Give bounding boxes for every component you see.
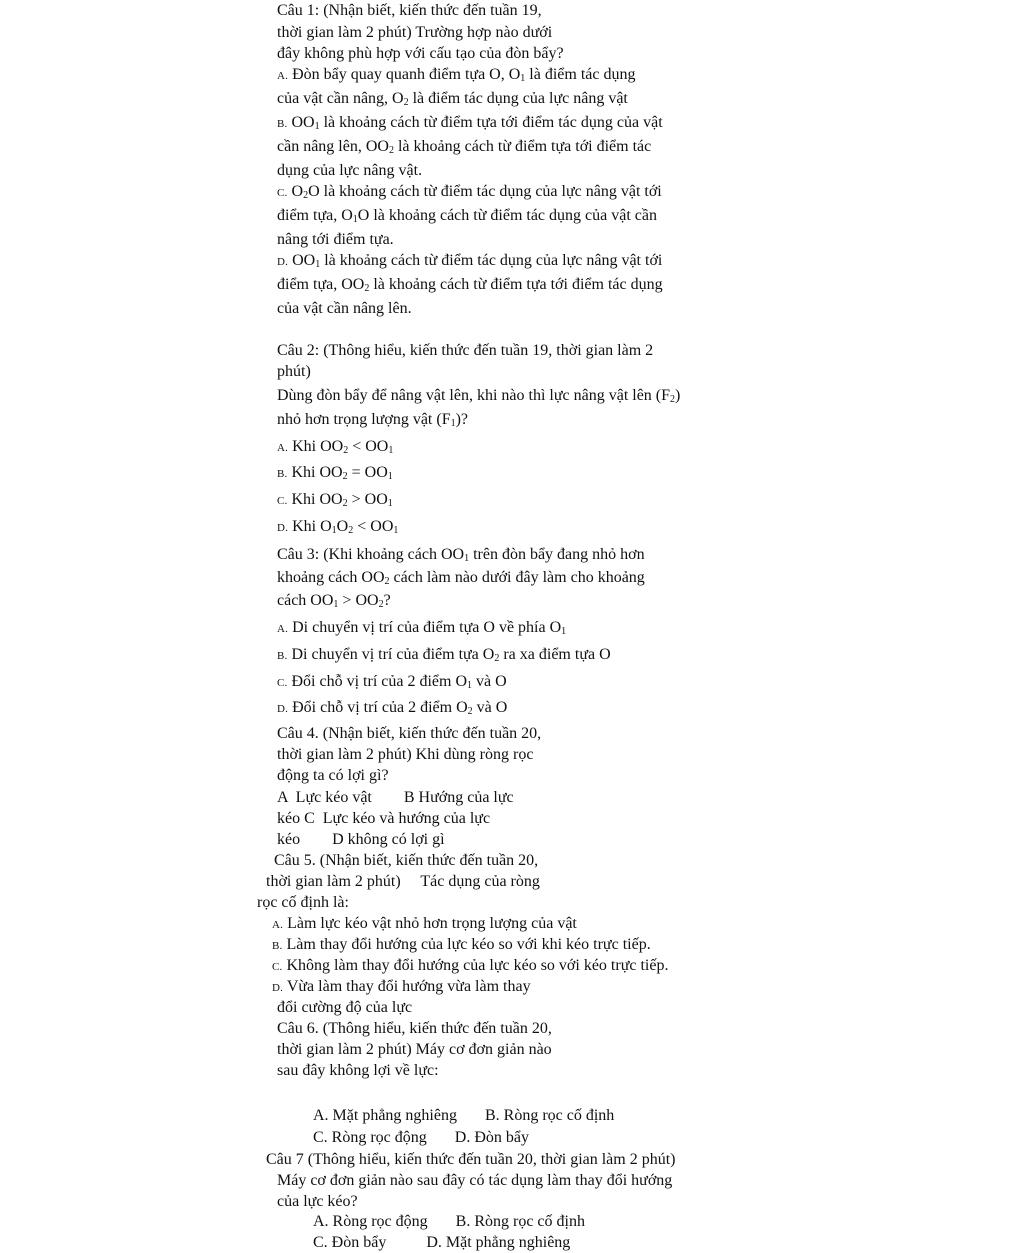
- question-1-option-b-cont: cần nâng lên, $OO_2$ là khoảng cách từ điểm tựa tới điểm tác: [277, 138, 652, 156]
- question-4-stem-line: Câu 4. (Nhận biết, kiến thức đến tuần 20,: [277, 725, 542, 742]
- question-1-option-c: C. $O_2O$ là khoảng cách từ điểm tác dụng của lực nâng vật tới: [277, 183, 662, 201]
- question-2-option-b: B. Khi $OO_2 = OO_1$: [277, 464, 393, 482]
- question-5-stem-line: Câu 5. (Nhận biết, kiến thức đến tuần 20,: [274, 852, 539, 869]
- question-7-options-line: A. Ròng rọc động B. Ròng rọc cố định: [313, 1213, 585, 1230]
- question-6-stem-line: sau đây không lợi về lực:: [277, 1062, 439, 1079]
- question-4-options-line: A Lực kéo vật B Hướng của lực: [277, 789, 514, 806]
- question-1-option-c-cont: nâng tới điểm tựa.: [277, 231, 394, 248]
- question-3-stem-line: Câu 3: (Khi khoảng cách $OO_1$ trên đòn bẩy đang nhỏ hơn: [277, 546, 645, 564]
- question-4-stem-line: động ta có lợi gì?: [277, 767, 389, 784]
- question-3-option-a: A. Di chuyển vị trí của điểm tựa O về phía $O_1$: [277, 619, 567, 637]
- question-5-stem-line: rọc cố định là:: [257, 894, 349, 911]
- question-5-option-b: B. Làm thay đổi hướng của lực kéo so với khi kéo trực tiếp.: [272, 936, 651, 953]
- option-letter: D.: [277, 256, 289, 268]
- question-5-stem-line: thời gian làm 2 phút) Tác dụng của ròng: [266, 873, 540, 890]
- question-2-stem-line: phút): [277, 363, 311, 380]
- question-1-option-d: D. $OO_1$ là khoảng cách từ điểm tác dụng của lực nâng vật tới: [277, 252, 663, 270]
- question-1-stem-line: thời gian làm 2 phút) Trường hợp nào dưới: [277, 24, 553, 41]
- question-5-option-a: A. Làm lực kéo vật nhỏ hơn trọng lượng của vật: [272, 915, 577, 932]
- option-letter: C.: [277, 187, 288, 199]
- question-2-stem-line: Câu 2: (Thông hiểu, kiến thức đến tuần 19, thời gian làm 2: [277, 342, 654, 359]
- question-7-stem-line: Máy cơ đơn giản nào sau đây có tác dụng làm thay đổi hướng: [277, 1172, 673, 1189]
- question-5-option-d: D. Vừa làm thay đổi hướng vừa làm thay: [272, 978, 531, 995]
- question-3-stem-line: khoảng cách $OO_2$ cách làm nào dưới đây làm cho khoảng: [277, 569, 645, 587]
- question-3-option-c: C. Đổi chỗ vị trí của 2 điểm $O_1$ và O: [277, 673, 507, 691]
- question-2-option-a: A. Khi $OO_2 < OO_1$: [277, 438, 394, 456]
- question-1-stem-line: đây không phù hợp với cấu tạo của đòn bẩy?: [277, 45, 564, 62]
- question-1-option-c-cont: điểm tựa, $O_1O$ là khoảng cách từ điểm tác dụng của vật cần: [277, 207, 657, 225]
- question-6-options-line: A. Mặt phẳng nghiêng B. Ròng rọc cố định: [313, 1107, 615, 1124]
- question-2-stem-line: nhỏ hơn trọng lượng vật $(F_1)$?: [277, 411, 469, 429]
- question-6-stem-line: Câu 6. (Thông hiểu, kiến thức đến tuần 20,: [277, 1020, 552, 1037]
- question-1-option-d-cont: điểm tựa, $OO_2$ là khoảng cách từ điểm tựa tới điểm tác dụng: [277, 276, 663, 294]
- question-1-option-b-cont: dụng của lực nâng vật.: [277, 162, 423, 179]
- question-2-option-c: C. Khi $OO_2 > OO_1$: [277, 491, 393, 509]
- question-4-options-line: kéo D không có lợi gì: [277, 831, 445, 848]
- question-1-option-d-cont: của vật cần nâng lên.: [277, 300, 412, 317]
- question-4-options-line: kéo C Lực kéo và hướng của lực: [277, 810, 491, 827]
- question-5-option-d-cont: đổi cường độ của lực: [277, 999, 413, 1016]
- question-1-option-a: A. Đòn bẩy quay quanh điểm tựa O, $O_1$ là điểm tác dụng: [277, 66, 636, 84]
- option-letter: A.: [277, 70, 289, 82]
- question-3-option-d: D. Đổi chỗ vị trí của 2 điểm $O_2$ và O: [277, 699, 508, 717]
- question-6-stem-line: thời gian làm 2 phút) Máy cơ đơn giản nào: [277, 1041, 552, 1058]
- option-letter: B.: [277, 118, 288, 130]
- question-7-stem-line: Câu 7 (Thông hiểu, kiến thức đến tuần 20, thời gian làm 2 phút): [266, 1151, 676, 1168]
- question-2-option-d: D. Khi $O_1O_2 < OO_1$: [277, 518, 399, 536]
- question-1-option-b: B. $OO_1$ là khoảng cách từ điểm tựa tới điểm tác dụng của vật: [277, 114, 663, 132]
- question-6-options-line: C. Ròng rọc động D. Đòn bẩy: [313, 1129, 529, 1146]
- question-1-stem-line: Câu 1: (Nhận biết, kiến thức đến tuần 19,: [277, 2, 542, 19]
- question-7-stem-line: của lực kéo?: [277, 1193, 358, 1210]
- question-1-option-a-cont: của vật cần nâng, $O_2$ là điểm tác dụng của lực nâng vật: [277, 90, 628, 108]
- question-4-stem-line: thời gian làm 2 phút) Khi dùng ròng rọc: [277, 746, 534, 763]
- question-5-option-c: C. Không làm thay đổi hướng của lực kéo so với kéo trực tiếp.: [272, 957, 669, 974]
- question-2-stem-line: Dùng đòn bẩy để nâng vật lên, khi nào thì lực nâng vật lên $(F_2)$: [277, 387, 681, 405]
- question-3-option-b: B. Di chuyển vị trí của điểm tựa $O_2$ ra xa điểm tựa O: [277, 646, 611, 664]
- question-7-options-line: C. Đòn bẩy D. Mặt phẳng nghiêng: [313, 1234, 571, 1251]
- question-3-stem-line: cách $OO_1 > OO_2$?: [277, 592, 391, 610]
